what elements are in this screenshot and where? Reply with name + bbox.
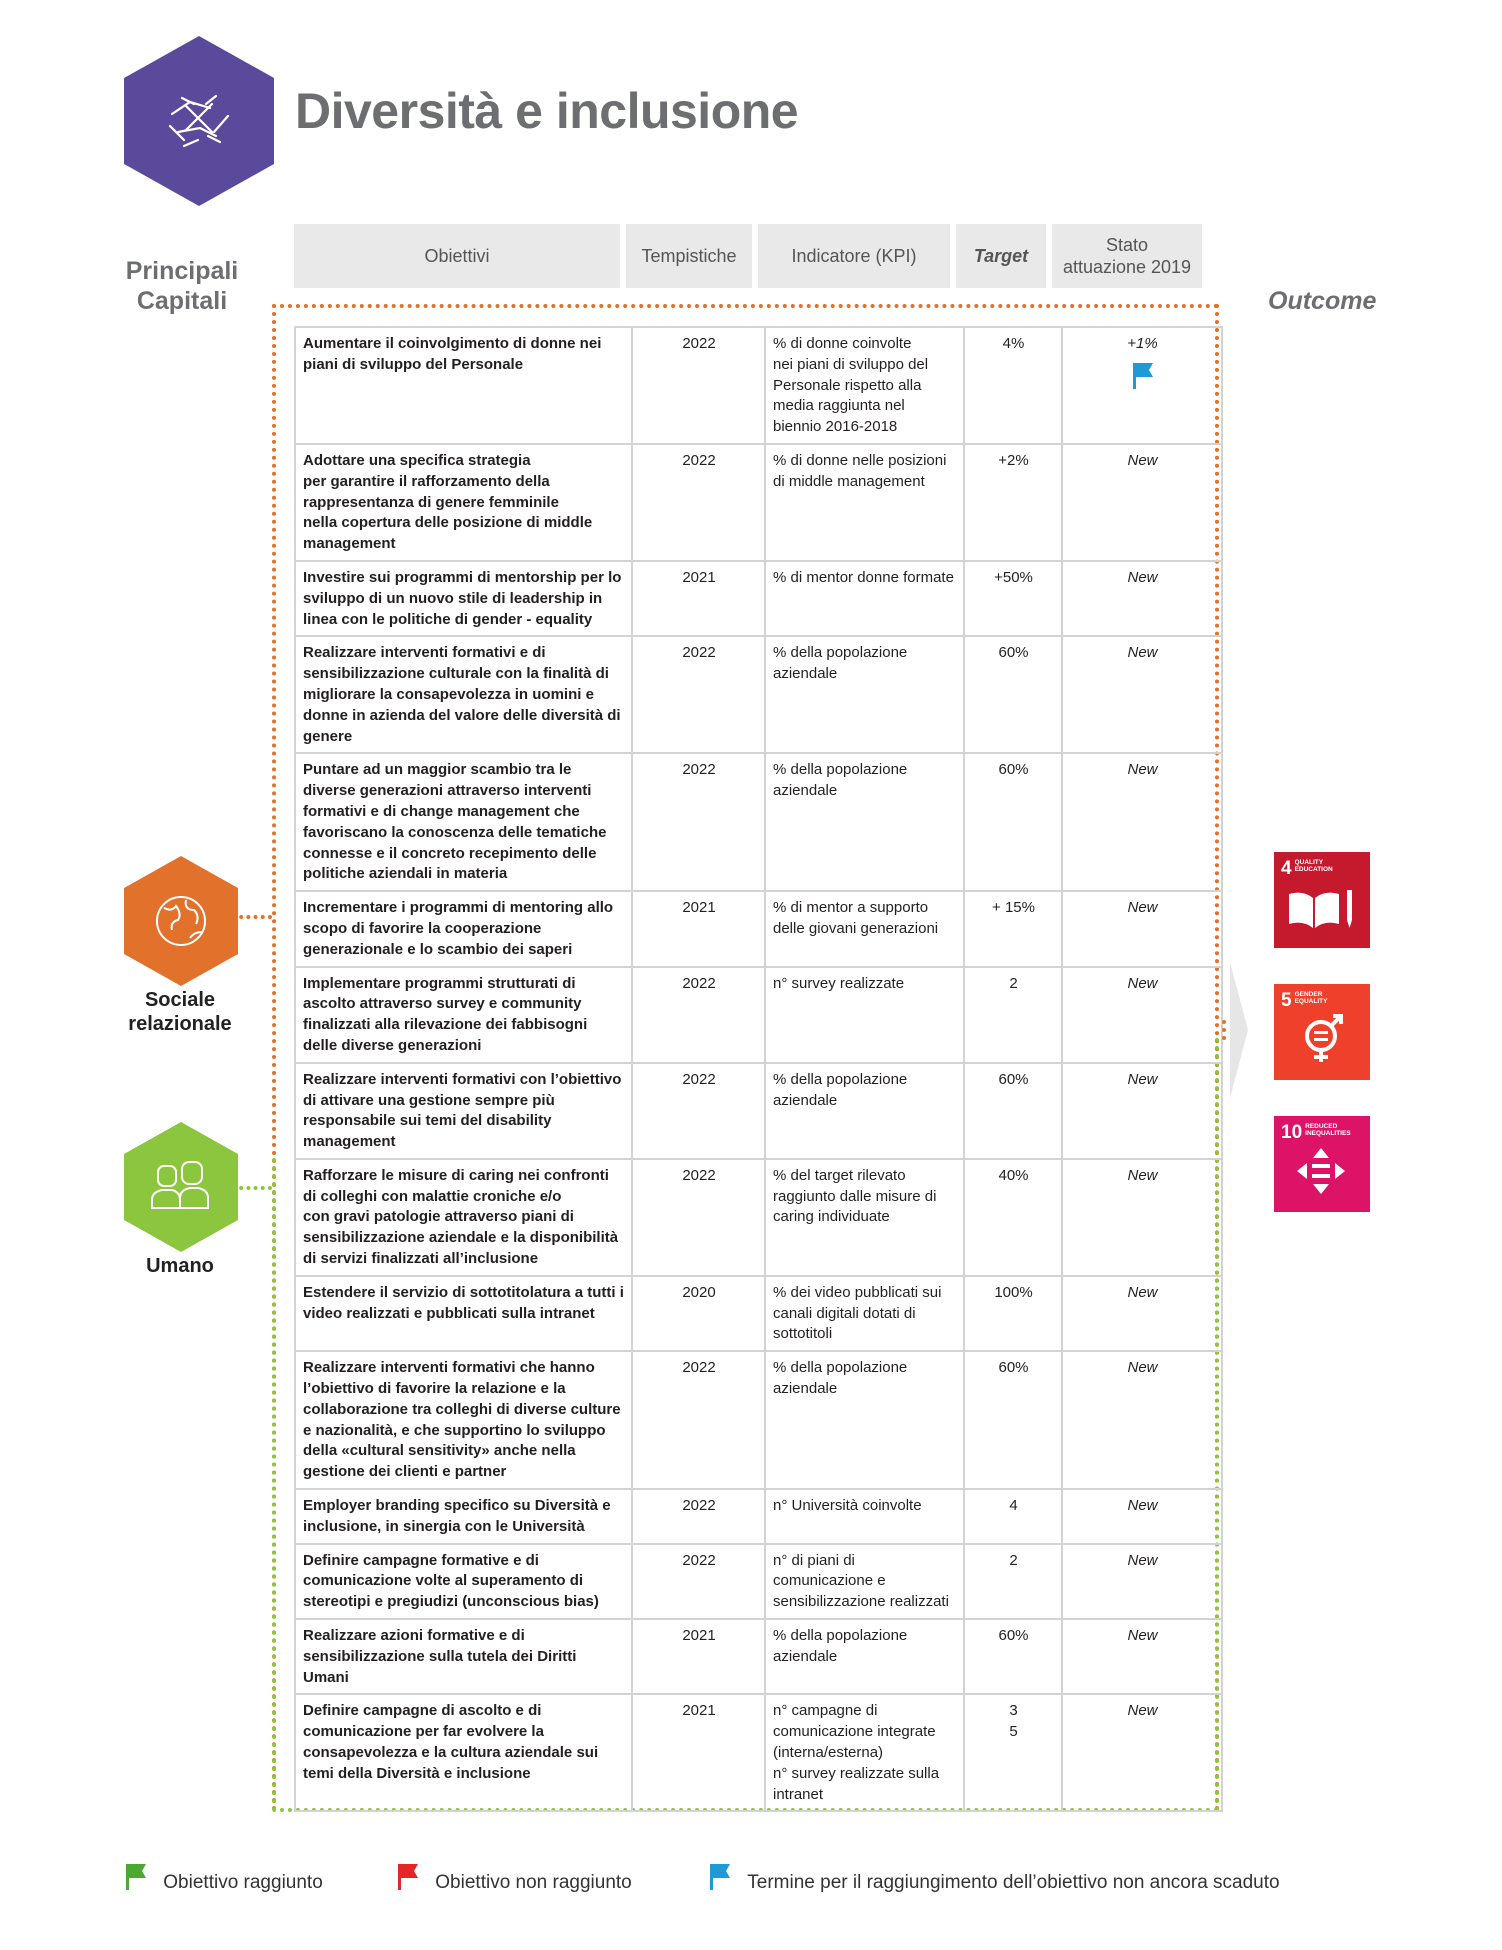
target-cell: 60% xyxy=(964,636,1062,753)
target-cell: 60% xyxy=(964,1351,1062,1489)
objectives-table xyxy=(294,326,1223,1812)
table-row xyxy=(295,1544,1222,1619)
status-cell: New xyxy=(1062,636,1222,753)
kpi-cell: % della popolazione aziendale xyxy=(765,1619,964,1694)
target-cell: +2% xyxy=(964,444,1062,561)
arrows-equal-icon xyxy=(1281,1146,1361,1196)
kpi-cell: n° survey realizzate xyxy=(765,967,964,1063)
table-row xyxy=(295,444,1222,561)
target-cell: 4% xyxy=(964,327,1062,444)
timeline-cell: 2021 xyxy=(632,891,765,966)
target-cell: 100% xyxy=(964,1276,1062,1351)
status-cell: New xyxy=(1062,1159,1222,1276)
objective-cell: Investire sui programmi di mentorship per lo sviluppo di un nuovo stile di leadership in linea con le politiche di gender - equality xyxy=(295,561,632,636)
kpi-cell: % del target rilevato raggiunto dalle misure di caring individuate xyxy=(765,1159,964,1276)
legend-item-raggiunto: Obiettivo raggiunto xyxy=(124,1862,323,1894)
objective-cell: Employer branding specifico su Diversità e inclusione, in sinergia con le Università xyxy=(295,1489,632,1544)
legend-item-non-scaduto: Termine per il raggiungimento dell’obiettivo non ancora scaduto xyxy=(708,1862,1280,1894)
timeline-cell: 2022 xyxy=(632,753,765,891)
target-cell: 60% xyxy=(964,753,1062,891)
kpi-cell: % della popolazione aziendale xyxy=(765,1063,964,1159)
timeline-cell: 2022 xyxy=(632,967,765,1063)
kpi-cell: n° Università coinvolte xyxy=(765,1489,964,1544)
timeline-cell: 2022 xyxy=(632,1544,765,1619)
objective-cell: Realizzare interventi formativi e di sensibilizzazione culturale con la finalità di migliorare la consapevolezza in uomini e donne in azienda del valore delle diversità di genere xyxy=(295,636,632,753)
status-cell: +1% xyxy=(1062,327,1222,444)
kpi-cell: % della popolazione aziendale xyxy=(765,1351,964,1489)
sdg-5-tile: 5 GENDER EQUALITY xyxy=(1274,984,1370,1080)
status-cell: New xyxy=(1062,753,1222,891)
timeline-cell: 2022 xyxy=(632,1351,765,1489)
status-cell: New xyxy=(1062,1276,1222,1351)
red-flag-icon xyxy=(396,1862,420,1892)
target-cell: 60% xyxy=(964,1619,1062,1694)
title-hexagon xyxy=(124,36,274,206)
target-cell: 2 xyxy=(964,1544,1062,1619)
status-cell: New xyxy=(1062,1694,1222,1811)
legend-item-non-raggiunto: Obiettivo non raggiunto xyxy=(396,1862,632,1894)
kpi-cell: % della popolazione aziendale xyxy=(765,636,964,753)
objective-cell: Aumentare il coinvolgimento di donne nei piani di sviluppo del Personale xyxy=(295,327,632,444)
header-obiettivi: Obiettivi xyxy=(294,224,620,288)
gender-equality-icon xyxy=(1281,1014,1361,1064)
timeline-cell: 2022 xyxy=(632,1489,765,1544)
sociale-connector xyxy=(232,915,272,919)
timeline-cell: 2022 xyxy=(632,1063,765,1159)
status-cell: New xyxy=(1062,1619,1222,1694)
kpi-cell: % di mentor a supporto delle giovani generazioni xyxy=(765,891,964,966)
timeline-cell: 2022 xyxy=(632,636,765,753)
timeline-cell: 2022 xyxy=(632,444,765,561)
umano-connector xyxy=(232,1186,272,1190)
status-cell: New xyxy=(1062,1351,1222,1489)
status-cell: New xyxy=(1062,444,1222,561)
kpi-cell: % di donne coinvolte nei piani di sviluppo del Personale rispetto alla media raggiunta nel biennio 2016-2018 xyxy=(765,327,964,444)
objective-cell: Incrementare i programmi di mentoring allo scopo di favorire la cooperazione generazionale e lo scambio dei saperi xyxy=(295,891,632,966)
kpi-cell: % della popolazione aziendale xyxy=(765,753,964,891)
objective-cell: Definire campagne di ascolto e di comunicazione per far evolvere la consapevolezza e la cultura aziendale sui temi della Diversità e inclusione xyxy=(295,1694,632,1811)
header-target: Target xyxy=(956,224,1046,288)
target-cell: 3 5 xyxy=(964,1694,1062,1811)
status-cell: New xyxy=(1062,1063,1222,1159)
sociale-label: Sociale relazionale xyxy=(128,989,232,1035)
table-row xyxy=(295,891,1222,966)
table-row xyxy=(295,1351,1222,1489)
header-indicatore: Indicatore (KPI) xyxy=(758,224,950,288)
table-row xyxy=(295,967,1222,1063)
objective-cell: Estendere il servizio di sottotitolatura a tutti i video realizzati e pubblicati sulla intranet xyxy=(295,1276,632,1351)
table-row xyxy=(295,1159,1222,1276)
green-flag-icon xyxy=(124,1862,148,1892)
blue-flag-icon xyxy=(708,1862,732,1892)
objective-cell: Adottare una specifica strategia per garantire il rafforzamento della rappresentanza di genere femminile nella copertura delle posizione di middle management xyxy=(295,444,632,561)
target-cell: 60% xyxy=(964,1063,1062,1159)
target-cell: 40% xyxy=(964,1159,1062,1276)
timeline-cell: 2021 xyxy=(632,1619,765,1694)
kpi-cell: % di donne nelle posizioni di middle management xyxy=(765,444,964,561)
table-row xyxy=(295,1276,1222,1351)
kpi-cell: % di mentor donne formate xyxy=(765,561,964,636)
table-row xyxy=(295,1619,1222,1694)
sdg-10-tile: 10 REDUCED INEQUALITIES xyxy=(1274,1116,1370,1212)
table-row xyxy=(295,561,1222,636)
target-cell: 2 xyxy=(964,967,1062,1063)
objective-cell: Rafforzare le misure di caring nei confronti di colleghi con malattie croniche e/o con gravi patologie attraverso piani di sensibilizzazione aziendale e la disponibilità di servizi finalizzati all’inclusione xyxy=(295,1159,632,1276)
kpi-cell: n° di piani di comunicazione e sensibilizzazione realizzati xyxy=(765,1544,964,1619)
objective-cell: Definire campagne formative e di comunicazione volte al superamento di stereotipi e pregiudizi (unconscious bias) xyxy=(295,1544,632,1619)
umano-label: Umano xyxy=(146,1255,214,1277)
table-row xyxy=(295,1489,1222,1544)
kpi-cell: n° campagne di comunicazione integrate (interna/esterna) n° survey realizzate sulla intranet xyxy=(765,1694,964,1811)
table-row xyxy=(295,636,1222,753)
blue-flag-icon xyxy=(1131,361,1155,391)
objective-cell: Realizzare azioni formative e di sensibilizzazione sulla tutela dei Diritti Umani xyxy=(295,1619,632,1694)
capitals-heading: Principali Capitali xyxy=(125,257,239,315)
outcome-heading: Outcome xyxy=(1268,287,1377,315)
target-cell: + 15% xyxy=(964,891,1062,966)
objective-cell: Implementare programmi strutturati di ascolto attraverso survey e community finalizzati alla rilevazione dei fabbisogni delle diverse generazioni xyxy=(295,967,632,1063)
sociale-hexagon xyxy=(124,856,238,986)
book-pencil-icon xyxy=(1281,886,1361,930)
timeline-cell: 2021 xyxy=(632,561,765,636)
kpi-cell: % dei video pubblicati sui canali digitali dotati di sottotitoli xyxy=(765,1276,964,1351)
target-cell: 4 xyxy=(964,1489,1062,1544)
timeline-cell: 2022 xyxy=(632,327,765,444)
status-cell: New xyxy=(1062,891,1222,966)
table-row xyxy=(295,327,1222,444)
objective-cell: Realizzare interventi formativi che hanno l’obiettivo di favorire la relazione e la collaborazione tra colleghi di diverse culture e nazionalità, e che supportino lo sviluppo della «cultural sensitivity» anche nella gestione dei clienti e partner xyxy=(295,1351,632,1489)
status-cell: New xyxy=(1062,967,1222,1063)
timeline-cell: 2020 xyxy=(632,1276,765,1351)
sdg-4-tile: 4 QUALITY EDUCATION xyxy=(1274,852,1370,948)
umano-hexagon xyxy=(124,1122,238,1252)
header-tempistiche: Tempistiche xyxy=(626,224,752,288)
timeline-cell: 2021 xyxy=(632,1694,765,1811)
outcome-arrow xyxy=(1218,962,1248,1098)
objective-cell: Puntare ad un maggior scambio tra le diverse generazioni attraverso interventi formativi e di change management che favoriscano la conoscenza delle tematiche connesse e il concreto recepimento delle politiche aziendali in materia xyxy=(295,753,632,891)
header-stato: Stato attuazione 2019 xyxy=(1052,224,1202,288)
status-cell: New xyxy=(1062,561,1222,636)
target-cell: +50% xyxy=(964,561,1062,636)
page-title: Diversità e inclusione xyxy=(295,83,799,139)
status-cell: New xyxy=(1062,1544,1222,1619)
table-row xyxy=(295,1694,1222,1811)
status-cell: New xyxy=(1062,1489,1222,1544)
table-row xyxy=(295,1063,1222,1159)
timeline-cell: 2022 xyxy=(632,1159,765,1276)
table-row xyxy=(295,753,1222,891)
objective-cell: Realizzare interventi formativi con l’obiettivo di attivare una gestione sempre più responsabile sui temi del disability management xyxy=(295,1063,632,1159)
